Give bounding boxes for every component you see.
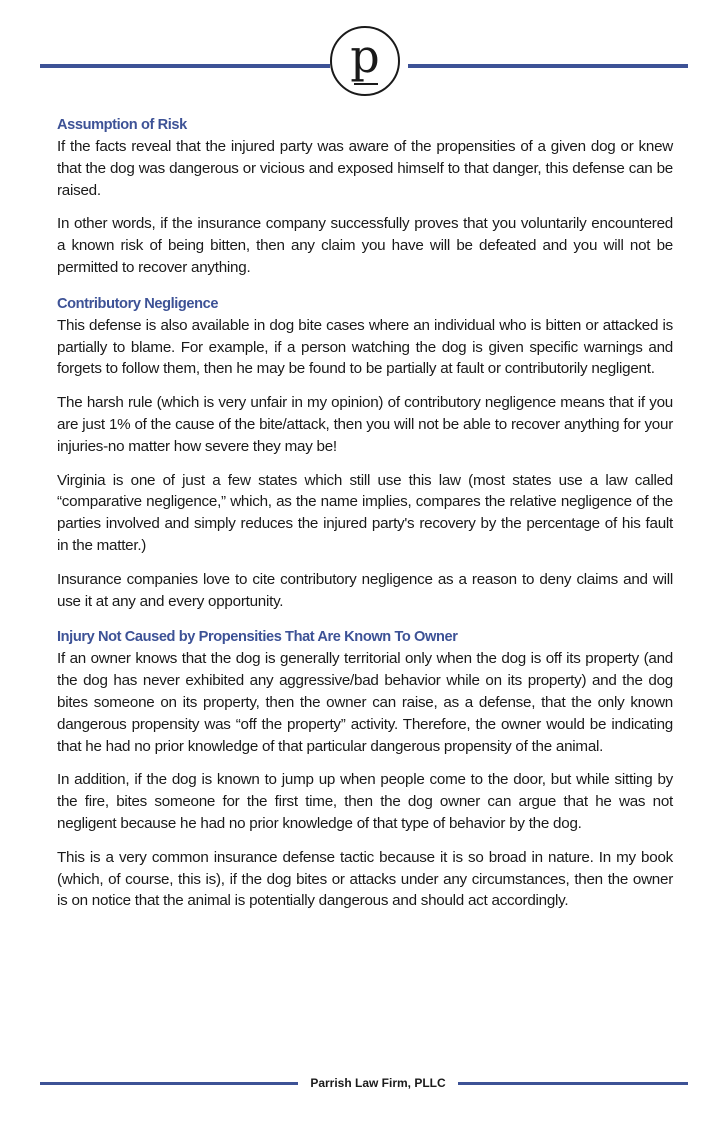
- paragraph: In other words, if the insurance company successfully proves that you voluntarily encountered a known risk of being bitten, then any claim you have will be defeated and you will not be permitted to recover anything.: [57, 215, 673, 276]
- paragraph: This is a very common insurance defense tactic because it is so broad in nature. In my book (which, of course, this is), if the dog bites or attacks under any circumstances, then the owner is on notice that the animal is potentially dangerous and should act accordingly.: [57, 848, 673, 910]
- section-injury-not-caused: [57, 626, 673, 912]
- footer-firm-name: Parrish Law Firm, PLLC: [310, 1076, 446, 1090]
- section-heading: Contributory Negligence: [57, 295, 219, 312]
- page-content: [57, 114, 673, 912]
- paragraph: The harsh rule (which is very unfair in my opinion) of contributory negligence means that if you are just 1% of the cause of the bite/attack, then you will not be able to recover anything for your injuries-no matter how severe they may be!: [57, 394, 673, 455]
- paragraph: If an owner knows that the dog is generally territorial only when the dog is off its property (and the dog has never exhibited any aggressive/bad behavior while on its property) and the dog bites someone on its property, then the owner can raise, as a defense, that the only known dangerous propensity was “off the property” activity. Therefore, the owner would be indicating that he had no prior knowledge of that particular dangerous propensity of the animal.: [57, 650, 673, 755]
- section-heading: Injury Not Caused by Propensities That Are Known To Owner: [57, 629, 458, 646]
- header-rule-right: [408, 64, 688, 68]
- section-heading: Assumption of Risk: [57, 117, 187, 133]
- logo-letter: p: [350, 29, 380, 83]
- firm-logo: [330, 26, 400, 96]
- paragraph: If the facts reveal that the injured party was aware of the propensities of a given dog or knew that the dog was dangerous or vicious and exposed himself to that danger, this defense can be raised.: [57, 138, 673, 199]
- paragraph: In addition, if the dog is known to jump up when people come to the door, but while sitting by the fire, bites someone for the first time, then the dog owner can argue that he was not negligent because he had no prior knowledge of that type of behavior by the dog.: [57, 771, 673, 832]
- paragraph: This defense is also available in dog bite cases where an individual who is bitten or attacked is partially to blame. For example, if a person watching the dog is given specific warnings and forgets to follow them, then he may be found to be partially at fault or contributorily negligent.: [57, 316, 673, 378]
- paragraph: Insurance companies love to cite contributory negligence as a reason to deny claims and will use it at any and every opportunity.: [57, 570, 673, 610]
- header-rule-left: [40, 64, 330, 68]
- section-assumption-of-risk: [57, 114, 673, 279]
- paragraph: Virginia is one of just a few states which still use this law (most states use a law called “comparative negligence,” which, as the name implies, compares the relative negligence of the parties involved and simply reduces the injured party's recovery by the percentage of his fault in the matter.): [57, 471, 673, 554]
- section-contributory-negligence: [57, 293, 673, 613]
- footer-rule-right: [458, 1082, 688, 1085]
- logo-underline: [354, 83, 378, 85]
- footer-rule-left: [40, 1082, 298, 1085]
